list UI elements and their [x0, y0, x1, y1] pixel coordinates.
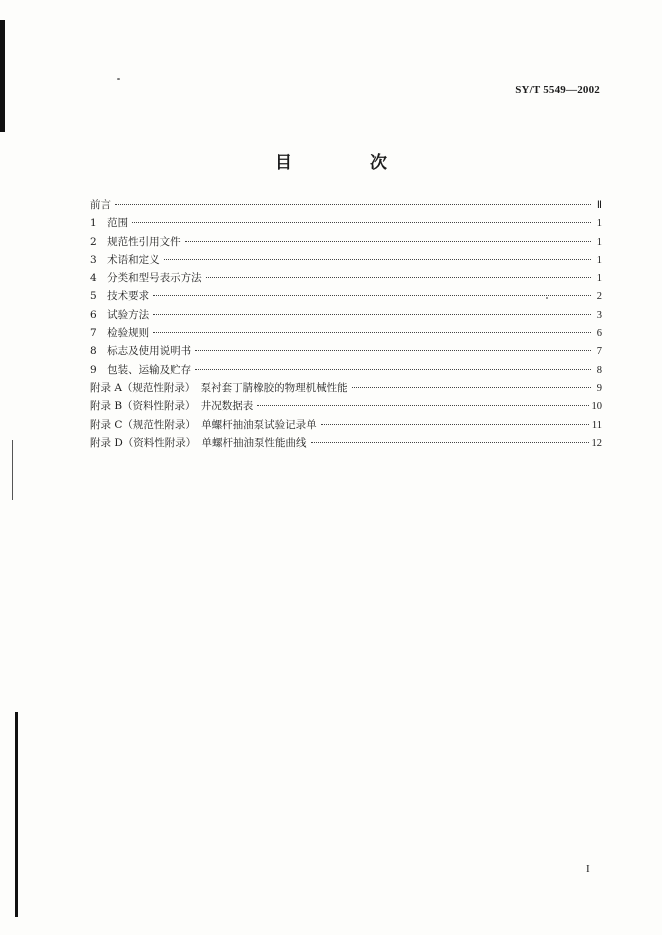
- toc-entry-label: 附录 C（规范性附录） 单螺杆抽油泵试验记录单: [90, 418, 317, 431]
- toc-entry-page: 12: [591, 437, 602, 449]
- toc-entry-label: 附录 D（资料性附录） 单螺杆抽油泵性能曲线: [90, 436, 307, 449]
- toc-entry-label: 7 检验规则: [90, 327, 150, 340]
- toc-dot-leader: [195, 369, 591, 370]
- toc-dot-leader: [311, 442, 589, 443]
- toc-entry-page: 2: [596, 291, 602, 303]
- page-number: I: [586, 863, 590, 875]
- toc-entry-label: 附录 A（规范性附录） 泵衬套丁腈橡胶的物理机械性能: [90, 381, 348, 394]
- toc-entry-page: 1: [596, 273, 602, 285]
- toc-dot-leader: [153, 295, 591, 296]
- toc-entry-test-methods[interactable]: [90, 306, 602, 324]
- toc-entry-terms[interactable]: [90, 251, 602, 269]
- toc-entry-appendix-b[interactable]: [90, 397, 602, 415]
- toc-entry-page: 11: [591, 419, 602, 431]
- toc-entry-label: 6 试验方法: [90, 308, 150, 321]
- toc-entry-page: 1: [596, 236, 602, 248]
- toc-entry-normative-references[interactable]: [90, 233, 602, 251]
- toc-entry-page: 6: [596, 328, 602, 340]
- toc-dot-leader: [321, 424, 589, 425]
- toc-dot-leader: [115, 204, 591, 205]
- toc-entry-page: 10: [591, 401, 602, 413]
- toc-entry-label: 2 规范性引用文件: [90, 235, 181, 248]
- scan-edge-mark: [0, 20, 5, 132]
- toc-entry-page: 1: [596, 254, 602, 266]
- scan-edge-mark: [12, 440, 13, 500]
- page-title: 目 次: [275, 153, 423, 173]
- toc-entry-page: 7: [596, 346, 602, 358]
- toc-entry-foreword[interactable]: [90, 196, 602, 214]
- toc-entry-label: 附录 B（资料性附录） 井况数据表: [90, 400, 254, 413]
- toc-entry-packaging[interactable]: [90, 361, 602, 379]
- toc-entry-label: 5 技术要求: [90, 290, 150, 303]
- toc-dot-leader: [153, 332, 591, 333]
- toc-dot-leader: [153, 314, 591, 315]
- toc-entry-inspection-rules[interactable]: [90, 324, 602, 342]
- toc-entry-label: 8 标志及使用说明书: [90, 345, 192, 358]
- table-of-contents: [90, 196, 602, 452]
- standard-code: SY/T 5549—2002: [515, 84, 600, 96]
- toc-dot-leader: [164, 259, 591, 260]
- toc-entry-label: 前言: [90, 199, 111, 211]
- scan-edge-mark: [15, 712, 18, 917]
- toc-entry-appendix-c[interactable]: [90, 416, 602, 434]
- toc-entry-page: 8: [596, 364, 602, 376]
- toc-entry-scope[interactable]: [90, 214, 602, 232]
- toc-entry-classification[interactable]: [90, 269, 602, 287]
- scan-speck: [117, 78, 120, 80]
- toc-entry-technical-requirements[interactable]: [90, 287, 602, 305]
- toc-dot-leader: [206, 277, 591, 278]
- toc-entry-page: 1: [596, 218, 602, 230]
- toc-dot-leader: [185, 241, 591, 242]
- toc-entry-page: 3: [596, 309, 602, 321]
- toc-entry-label: 4 分类和型号表示方法: [90, 272, 202, 285]
- toc-entry-label: 3 术语和定义: [90, 253, 160, 266]
- toc-entry-page: 9: [596, 382, 602, 394]
- toc-dot-leader: [132, 222, 591, 223]
- toc-entry-label: 9 包装、运输及贮存: [90, 363, 192, 376]
- toc-dot-leader: [195, 350, 591, 351]
- toc-entry-label: 1 范围: [90, 217, 129, 230]
- toc-dot-leader: [257, 405, 588, 406]
- toc-dot-leader: [352, 387, 591, 388]
- toc-entry-marking[interactable]: [90, 342, 602, 360]
- toc-entry-page: Ⅱ: [596, 200, 602, 211]
- toc-entry-appendix-d[interactable]: [90, 434, 602, 452]
- toc-entry-appendix-a[interactable]: [90, 379, 602, 397]
